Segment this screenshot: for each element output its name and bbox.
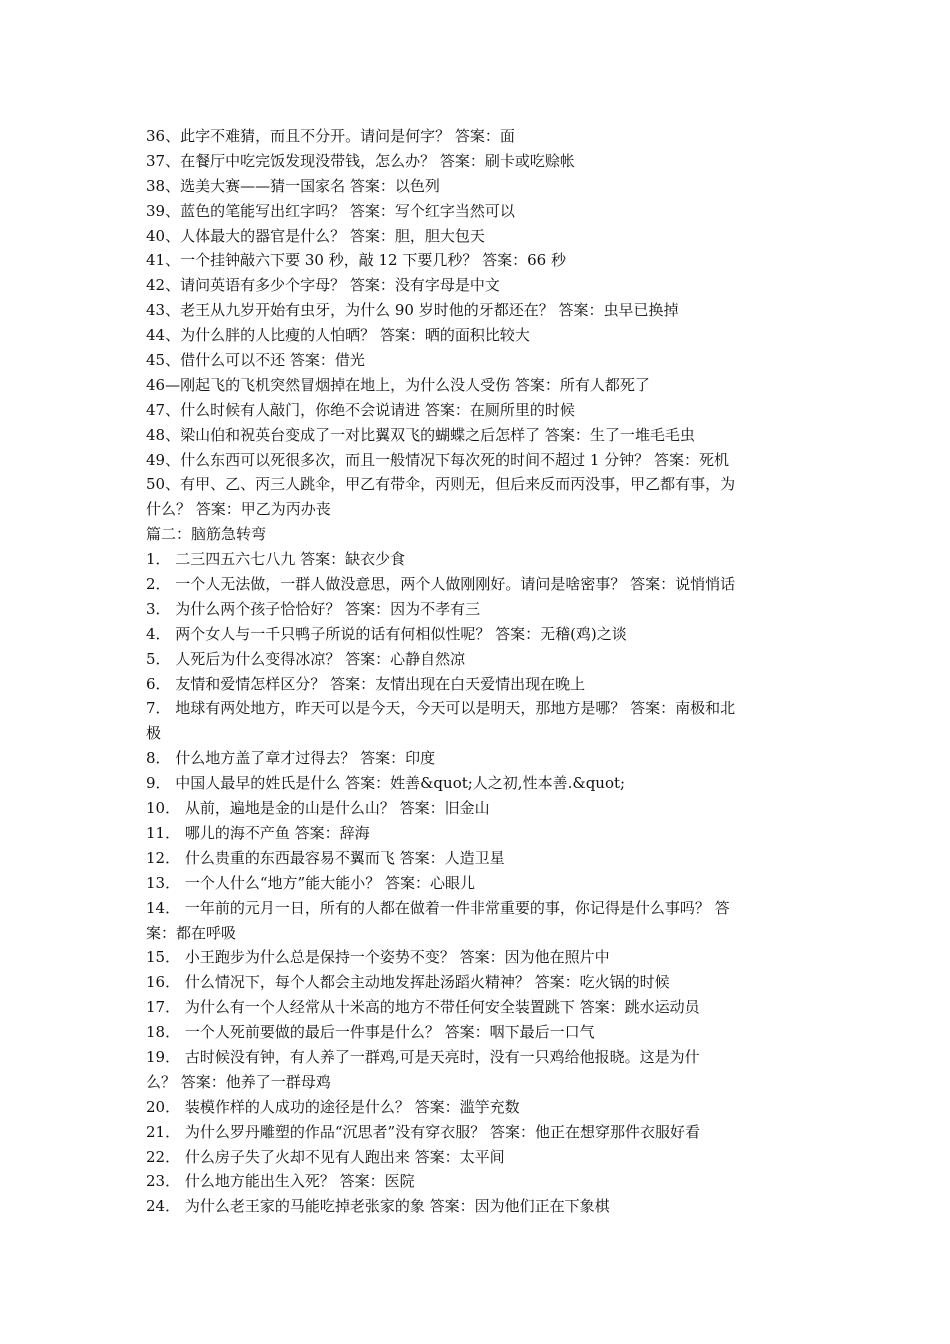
text-line: 12． 什么贵重的东西最容易不翼而飞 答案：人造卫星	[146, 848, 505, 867]
text-line: 10． 从前，遍地是金的山是什么山？ 答案：旧金山	[146, 799, 490, 818]
text-line: 24． 为什么老王家的马能吃掉老张家的象 答案：因为他们正在下象棋	[146, 1197, 610, 1216]
text-line: 49、什么东西可以死很多次，而且一般情况下每次死的时间不超过 1 分钟？ 答案：死机	[146, 450, 729, 469]
text-line: 50、有甲、乙、丙三人跳伞，甲乙有带伞，丙则无，但后来反而丙没事，甲乙都有事，为	[146, 475, 736, 494]
text-line: 6． 友情和爱情怎样区分？ 答案：友情出现在白天爱情出现在晚上	[146, 674, 586, 693]
text-line: 47、什么时候有人敲门，你绝不会说请进 答案：在厕所里的时候	[146, 400, 575, 419]
text-line: 9． 中国人最早的姓氏是什么 答案：姓善&quot;人之初,性本善.&quot;	[146, 774, 626, 793]
text-line: 15． 小王跑步为什么总是保持一个姿势不变？ 答案：因为他在照片中	[146, 948, 610, 967]
text-line: 篇二：脑筋急转弯	[146, 525, 267, 544]
text-line: 40、人体最大的器官是什么？ 答案：胆，胆大包天	[146, 226, 485, 245]
text-line: 43、老王从九岁开始有虫牙，为什么 90 岁时他的牙都还在？ 答案：虫早已换掉	[146, 301, 679, 320]
text-line: 17． 为什么有一个人经常从十米高的地方不带任何安全装置跳下 答案：跳水运动员	[146, 998, 700, 1017]
text-line: 13． 一个人什么“地方”能大能小？ 答案：心眼儿	[146, 873, 475, 892]
text-line: 7． 地球有两处地方，昨天可以是今天，今天可以是明天，那地方是哪？ 答案：南极和北	[146, 699, 736, 718]
text-line: 41、一个挂钟敲六下要 30 秒，敲 12 下要几秒？ 答案：66 秒	[146, 251, 566, 270]
text-line: 46—刚起飞的飞机突然冒烟掉在地上，为什么没人受伤 答案：所有人都死了	[146, 375, 650, 394]
text-line: 什么？ 答案：甲乙为丙办丧	[146, 500, 331, 519]
text-line: 18． 一个人死前要做的最后一件事是什么？ 答案：咽下最后一口气	[146, 1023, 595, 1042]
text-line: 23． 什么地方能出生入死？ 答案：医院	[146, 1172, 415, 1191]
text-line: 39、蓝色的笔能写出红字吗？ 答案：写个红字当然可以	[146, 201, 515, 220]
text-line: 11． 哪儿的海不产鱼 答案：辞海	[146, 823, 370, 842]
text-line: 22． 什么房子失了火却不见有人跑出来 答案：太平间	[146, 1147, 505, 1166]
text-line: 极	[146, 724, 162, 743]
text-line: 20． 装模作样的人成功的途径是什么？ 答案：滥竽充数	[146, 1097, 520, 1116]
text-line: 5． 人死后为什么变得冰凉？ 答案：心静自然凉	[146, 649, 466, 668]
text-line: 8． 什么地方盖了章才过得去？ 答案：印度	[146, 749, 436, 768]
text-line: 16． 什么情况下，每个人都会主动地发挥赴汤蹈火精神？ 答案：吃火锅的时候	[146, 973, 670, 992]
text-line: 3． 为什么两个孩子恰恰好？ 答案：因为不孝有三	[146, 599, 481, 618]
text-line: 1． 二三四五六七八九 答案：缺衣少食	[146, 550, 406, 569]
text-line: 38、选美大赛——猜一国家名 答案：以色列	[146, 176, 440, 195]
text-line: 4． 两个女人与一千只鸭子所说的话有何相似性呢？ 答案：无稽(鸡)之谈	[146, 624, 627, 643]
text-line: 36、此字不难猜，而且不分开。请问是何字？ 答案：面	[146, 127, 515, 145]
text-line: 21． 为什么罗丹雕塑的作品“沉思者”没有穿衣服？ 答案：他正在想穿那件衣服好看	[146, 1122, 700, 1141]
text-line: 45、借什么可以不还 答案：借光	[146, 351, 365, 370]
text-line: 42、请问英语有多少个字母？ 答案：没有字母是中文	[146, 276, 500, 295]
text-line: 案：都在呼吸	[146, 923, 237, 942]
text-line: 44、为什么胖的人比瘦的人怕晒？ 答案：晒的面积比较大	[146, 326, 530, 345]
text-line: 14． 一年前的元月一日，所有的人都在做着一件非常重要的事，你记得是什么事吗？ 答	[146, 898, 730, 917]
document-page	[146, 124, 816, 1219]
text-line: 2． 一个人无法做，一群人做没意思，两个人做刚刚好。请问是啥密事？ 答案：说悄悄话	[146, 575, 736, 594]
text-line: 么？ 答案：他养了一群母鸡	[146, 1072, 331, 1091]
text-line: 48、梁山伯和祝英台变成了一对比翼双飞的蝴蝶之后怎样了 答案：生了一堆毛毛虫	[146, 425, 695, 444]
text-line: 37、在餐厅中吃完饭发现没带钱，怎么办？ 答案：刷卡或吃赊帐	[146, 151, 575, 170]
text-line: 19． 古时候没有钟，有人养了一群鸡,可是天亮时，没有一只鸡给他报晓。这是为什	[146, 1047, 700, 1066]
